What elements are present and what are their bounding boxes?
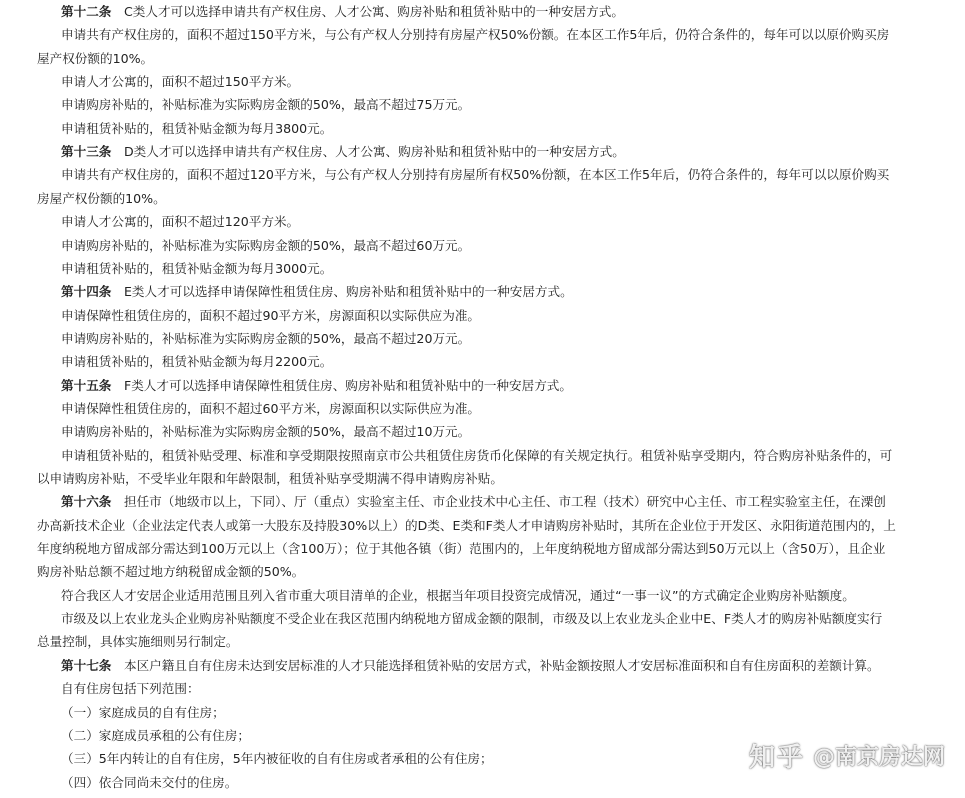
article-number: 第十五条 [61,377,112,393]
line-text: 年度纳税地方留成部分需达到100万元以上（含100万）；位于其他各镇（街）范围内的，上年度纳税地方留成部分需达到50万元以上（含50万），且企业 [37,541,886,557]
article-number: 第十七条 [61,657,112,673]
line-text: 符合我区人才安居企业适用范围且列入省市重大项目清单的企业，根据当年项目投资完成情况，通过“一事一议”的方式确定企业购房补贴额度。 [61,587,855,603]
line-text: 购房补贴总额不超过地方纳税留成金额的50%。 [37,564,305,580]
paragraph-line [61,331,470,347]
line-text: 申请租赁补贴的，租赁补贴受理、标准和享受期限按照南京市公共租赁住房货币化保障的有关规定执行。租赁补贴享受期内，符合购房补贴条件的，可 [61,447,893,463]
paragraph-line [61,238,470,254]
article-heading-line [61,378,572,394]
paragraph-line [61,448,892,464]
watermark-author: @南京房达网 [812,745,945,770]
paragraph-line [61,728,250,744]
line-text: 本区户籍且自有住房未达到安居标准的人才只能选择租赁补贴的安居方式，补贴金额按照人才安居标准面积和自有住房面积的差额计算。 [111,657,880,673]
line-text: 屋产权份额的10%。 [37,50,154,66]
line-text: D类人才可以选择申请共有产权住房、人才公寓、购房补贴和租赁补贴中的一种安居方式。 [111,144,625,160]
line-text: 申请租赁补贴的，租赁补贴金额为每月3800元。 [61,120,333,136]
article-number: 第十三条 [61,144,112,160]
line-text: 申请租赁补贴的，租赁补贴金额为每月3000元。 [61,260,333,276]
paragraph-line [37,541,885,557]
paragraph-line [61,261,332,277]
paragraph-line [61,167,889,183]
article-heading-line [61,144,625,160]
line-text: （三）5年内转让的自有住房，5年内被征收的自有住房或者承租的公有住房； [61,751,493,767]
zhihu-watermark [749,737,945,774]
line-text: 房屋产权份额的10%。 [37,190,166,206]
line-text: 申请保障性租赁住房的，面积不超过60平方米，房源面积以实际供应为准。 [61,400,481,416]
paragraph-line [61,27,889,43]
line-text: 申请购房补贴的，补贴标准为实际购房金额的50%，最高不超过60万元。 [61,237,471,253]
paragraph-line [37,471,503,487]
paragraph-line [61,705,225,721]
paragraph-line [61,681,200,697]
paragraph-line [61,401,480,417]
line-text: 申请人才公寓的，面积不超过150平方米。 [61,74,300,90]
line-text: 担任市（地级市以上，下同）、厅（重点）实验室主任、市企业技术中心主任、市工程（技术）研究中心主任、市工程实验室主任，在溧创 [111,494,886,510]
paragraph-line [61,354,332,370]
paragraph-line [37,518,896,534]
paragraph-line [37,51,153,67]
line-text: 申请共有产权住房的，面积不超过150平方米，与公有产权人分别持有房屋产权50%份额。在本区工作5年后，仍符合条件的，每年可以以原价购买房 [61,27,890,43]
paragraph-line [37,564,304,580]
line-text: 申请购房补贴的，补贴标准为实际购房金额的50%，最高不超过75万元。 [61,97,471,113]
article-number: 第十四条 [61,284,112,300]
article-heading-line [61,494,886,510]
article-number: 第十六条 [61,494,112,510]
line-text: 总量控制，具体实施细则另行制定。 [37,634,239,650]
line-text: 市级及以上农业龙头企业购房补贴额度不受企业在我区范围内纳税地方留成金额的限制，市级及以上农业龙头企业中E、F类人才的购房补贴额度实行 [61,611,883,627]
line-text: C类人才可以选择申请共有产权住房、人才公寓、购房补贴和租赁补贴中的一种安居方式。 [111,4,624,19]
line-text: （一）家庭成员的自有住房； [61,704,225,720]
paragraph-line [61,588,855,604]
line-text: （二）家庭成员承租的公有住房； [61,727,250,743]
paragraph-line [61,214,299,230]
paragraph-line [37,634,239,650]
line-text: F类人才可以选择申请保障性租赁住房、购房补贴和租赁补贴中的一种安居方式。 [111,377,572,393]
paragraph-line [61,751,493,767]
line-text: 申请购房补贴的，补贴标准为实际购房金额的50%，最高不超过20万元。 [61,330,471,346]
line-text: 自有住房包括下列范围： [61,681,200,697]
line-text: E类人才可以选择申请保障性租赁住房、购房补贴和租赁补贴中的一种安居方式。 [111,284,573,300]
article-heading-line [61,284,573,300]
paragraph-line [61,424,470,440]
paragraph-line [61,611,882,627]
watermark-brand: 知乎 [748,743,805,773]
article-number: 第十二条 [61,4,112,19]
line-text: 以申请购房补贴，不受毕业年限和年龄限制，租赁补贴享受期满不得申请购房补贴。 [37,471,503,486]
line-text: 申请保障性租赁住房的，面积不超过90平方米，房源面积以实际供应为准。 [61,307,481,323]
paragraph-line [37,191,166,207]
line-text: 申请租赁补贴的，租赁补贴金额为每月2200元。 [61,354,333,370]
paragraph-line [61,308,480,324]
article-heading-line [61,658,880,674]
paragraph-line [61,97,470,113]
paragraph-line [61,74,299,90]
line-text: 申请购房补贴的，补贴标准为实际购房金额的50%，最高不超过10万元。 [61,424,471,440]
line-text: 申请人才公寓的，面积不超过120平方米。 [61,214,300,230]
line-text: 办高新技术企业（企业法定代表人或第一大股东及持股30%以上）的D类、E类和F类人才申请购房补贴时，其所在企业位于开发区、永阳街道范围内的，上 [37,517,896,533]
line-text: 申请共有产权住房的，面积不超过120平方米，与公有产权人分别持有房屋所有权50%份额，在本区工作5年后，仍符合条件的，每年可以以原价购买 [61,167,890,183]
article-heading-line [61,4,624,20]
paragraph-line [61,121,332,137]
paragraph-line [61,775,237,791]
line-text: （四）依合同尚未交付的住房。 [61,774,238,790]
